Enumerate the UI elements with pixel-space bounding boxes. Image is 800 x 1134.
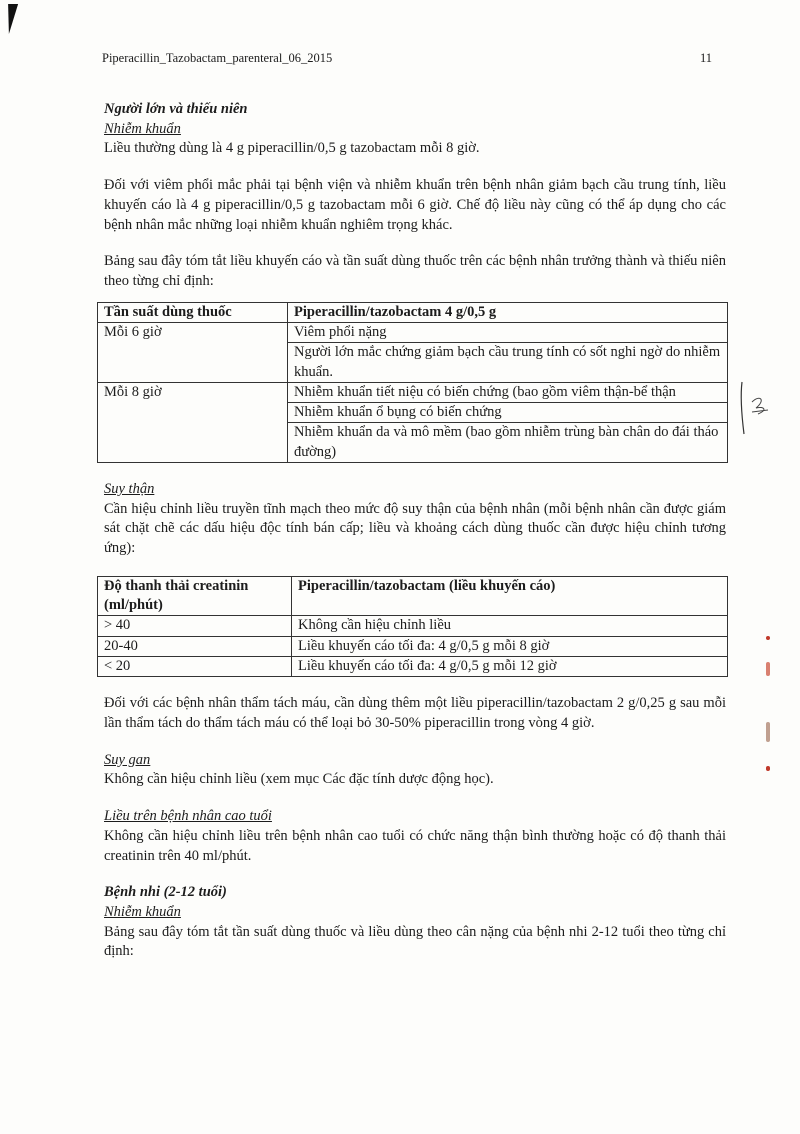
subheading-infection: Nhiễm khuẩn (104, 120, 181, 137)
scan-mark (766, 662, 770, 676)
table-cell: Viêm phổi nặng (288, 323, 728, 343)
table-cell: Mỗi 8 giờ (98, 382, 288, 462)
section-heading-adults: Người lớn và thiếu niên (104, 101, 248, 117)
table-header-cell: Piperacillin/tazobactam (liều khuyến cáo) (292, 576, 728, 616)
table-cell: 20-40 (98, 636, 292, 656)
subheading-infection: Nhiễm khuẩn (104, 904, 181, 921)
table-cell: < 20 (98, 657, 292, 677)
paragraph: Đối với viêm phổi mắc phải tại bệnh viện và nhiễm khuẩn trên bệnh nhân giảm bạch cầu trung tính, liều khuyến cáo là 4 g piperacillin/0,5 g tazobactam mỗi 6 giờ. Chế độ liều này cũng có thể áp dụng cho các bệnh nhân mắc những loại nhiễm khuẩn nghiêm trọng khác. (104, 177, 726, 233)
section-heading-hepatic: Suy gan (104, 751, 151, 768)
paragraph: Bảng sau đây tóm tắt liều khuyến cáo và tần suất dùng thuốc trên các bệnh nhân trưởng thành và thiếu niên theo từng chỉ định: (104, 253, 726, 290)
scan-corner-mark (4, 4, 18, 34)
renal-dosing-table (97, 576, 728, 677)
table-cell: Người lớn mắc chứng giảm bạch cầu trung tính có sốt nghi ngờ do nhiễm khuẩn. (288, 343, 728, 383)
table-cell: > 40 (98, 616, 292, 636)
paragraph: Không cần hiệu chỉnh liều trên bệnh nhân cao tuổi có chức năng thận bình thường hoặc có độ thanh thải creatinin trên 40 ml/phút. (104, 827, 726, 864)
adult-dosing-table (97, 302, 728, 463)
page-content (104, 100, 726, 962)
table-cell: Nhiễm khuẩn tiết niệu có biến chứng (bao gồm viêm thận-bể thận (288, 382, 728, 402)
table-cell: Liều khuyến cáo tối đa: 4 g/0,5 g mỗi 12 giờ (292, 657, 728, 677)
paragraph: Liều thường dùng là 4 g piperacillin/0,5 g tazobactam mỗi 8 giờ. (104, 140, 480, 157)
table-header-cell: Tần suất dùng thuốc (98, 302, 288, 322)
table-cell: Nhiễm khuẩn ổ bụng có biến chứng (288, 403, 728, 423)
table-cell: Nhiễm khuẩn da và mô mềm (bao gồm nhiễm trùng bàn chân do đái tháo đường) (288, 423, 728, 463)
table-cell: Liều khuyến cáo tối đa: 4 g/0,5 g mỗi 8 giờ (292, 636, 728, 656)
table-header-cell: Độ thanh thải creatinin (ml/phút) (98, 576, 292, 616)
scan-mark (766, 766, 770, 771)
paragraph: Đối với các bệnh nhân thẩm tách máu, cần dùng thêm một liều piperacillin/tazobactam 2 g/0,25 g sau mỗi lần thẩm tách do thẩm tách máu có thể loại bỏ 30-50% piperacillin trong vòng 4 giờ. (104, 695, 726, 731)
page-header (102, 50, 712, 67)
section-heading-pediatric: Bệnh nhi (2-12 tuổi) (104, 884, 227, 901)
page-number: 11 (699, 51, 712, 65)
section-heading-renal: Suy thận (104, 481, 155, 497)
paragraph: Không cần hiệu chỉnh liều (xem mục Các đặc tính dược động học). (104, 771, 494, 788)
paragraph: Cần hiệu chỉnh liều truyền tĩnh mạch theo mức độ suy thận của bệnh nhân (mỗi bệnh nhân cần được giám sát chặt chẽ các dấu hiệu độc tính bán cấp; liều và khoảng cách dùng thuốc cần được hiệu chỉnh tương ứng): (104, 500, 726, 557)
section-heading-elderly: Liều trên bệnh nhân cao tuổi (104, 808, 272, 825)
scan-mark (766, 636, 770, 640)
paragraph: Bảng sau đây tóm tắt tần suất dùng thuốc và liều dùng theo cân nặng của bệnh nhi 2-12 tuổi theo từng chỉ định: (104, 923, 726, 960)
document-name: Piperacillin_Tazobactam_parenteral_06_2015 (102, 51, 333, 65)
handwritten-initials-icon (738, 378, 774, 438)
scan-mark (766, 722, 770, 742)
table-header-cell: Piperacillin/tazobactam 4 g/0,5 g (288, 302, 728, 322)
table-cell: Không cần hiệu chỉnh liều (292, 616, 728, 636)
table-cell: Mỗi 6 giờ (98, 323, 288, 383)
